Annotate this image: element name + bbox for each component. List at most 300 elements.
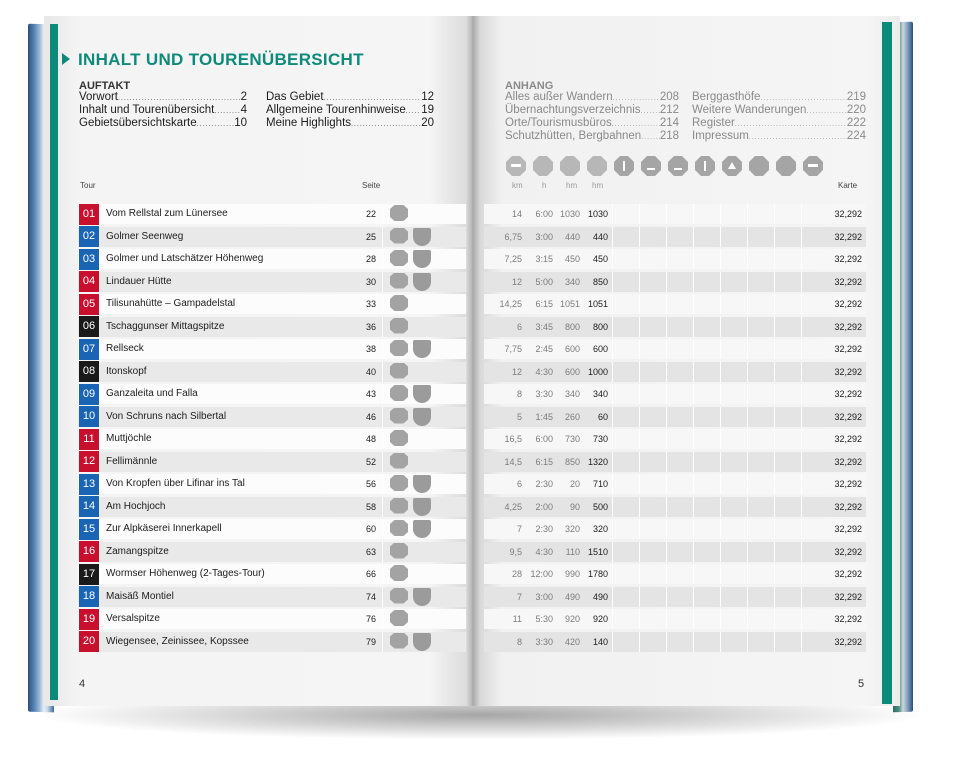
tour-ascent: 340 xyxy=(564,389,580,399)
icon-column-separator xyxy=(666,497,667,517)
shield-icon xyxy=(413,385,431,403)
icon-column-separator xyxy=(801,632,802,652)
tour-map: 32,292 xyxy=(834,321,862,332)
tour-descent: 1000 xyxy=(587,366,608,377)
difficulty-icon xyxy=(390,565,408,581)
dash-icon-mark xyxy=(674,168,682,170)
tour-km: 12 xyxy=(511,366,522,377)
tour-hours: 1:45 xyxy=(535,411,553,422)
tour-descent: 1320 xyxy=(587,456,608,467)
icon-column-separator xyxy=(693,587,694,607)
tour-number-badge: 18 xyxy=(79,586,99,607)
tour-ascent: 440 xyxy=(564,231,580,242)
difficulty-icon xyxy=(390,610,408,626)
page-number-left: 4 xyxy=(79,678,86,690)
anhang-heading: ANHANG xyxy=(505,80,554,92)
toc-entry[interactable] xyxy=(692,117,866,131)
tour-descent: 490 xyxy=(592,591,608,602)
icon-column-separator xyxy=(774,519,775,539)
tour-km: 7 xyxy=(516,591,522,602)
toc-entry-page: 224 xyxy=(846,130,866,142)
icon-column-separator xyxy=(639,452,640,472)
tour-name[interactable]: Am Hochjoch xyxy=(106,500,166,512)
header-hm-down: hm xyxy=(592,181,604,190)
column-separator xyxy=(382,317,383,337)
icon-column-separator xyxy=(774,317,775,337)
icon-column-separator xyxy=(774,272,775,292)
icon-column-separator xyxy=(693,339,694,359)
icon-column-separator xyxy=(666,362,667,382)
tour-km: 8 xyxy=(516,389,522,399)
icon-column-separator xyxy=(747,362,748,382)
tour-km: 4,25 xyxy=(504,501,522,512)
tour-name[interactable]: Golmer und Latschätzer Höhenweg xyxy=(106,253,264,264)
column-separator xyxy=(382,632,383,652)
icon-column-separator xyxy=(666,204,667,224)
toc-entry[interactable] xyxy=(79,91,247,105)
icon-column-separator xyxy=(612,384,613,404)
toc-entry[interactable] xyxy=(266,91,434,105)
tour-name[interactable]: Lindauer Hütte xyxy=(106,275,172,287)
header-tour: Tour xyxy=(80,181,96,190)
icon-column-separator xyxy=(720,452,721,472)
icon-column-separator xyxy=(720,339,721,359)
icon-column-separator xyxy=(720,384,721,404)
tour-name[interactable]: Rellseck xyxy=(106,343,144,354)
icon-column-separator xyxy=(747,452,748,472)
icon-column-separator xyxy=(612,339,613,359)
header-km: km xyxy=(512,181,523,190)
toc-dot-leader xyxy=(641,130,660,144)
tour-number-badge: 20 xyxy=(79,631,99,652)
minus-icon xyxy=(803,156,823,176)
difficulty-icon xyxy=(390,228,408,244)
teal-edge-bar-left xyxy=(50,24,58,700)
icon-column-separator xyxy=(639,249,640,269)
tour-name[interactable]: Wiegensee, Zeinissee, Kopssee xyxy=(106,635,249,647)
tour-ascent: 20 xyxy=(569,479,580,489)
icon-column-separator xyxy=(693,519,694,539)
shield-icon xyxy=(413,273,431,291)
icon-column-separator xyxy=(666,542,667,562)
icon-column-separator xyxy=(774,249,775,269)
toc-entry[interactable] xyxy=(79,104,247,118)
icon-column-separator xyxy=(612,249,613,269)
tour-hours: 6:00 xyxy=(535,434,553,444)
toc-dot-leader xyxy=(406,104,421,118)
icon-column-separator xyxy=(720,407,721,427)
tour-hours: 4:30 xyxy=(535,366,553,377)
arrow-icon-mark xyxy=(704,161,706,171)
toc-entry[interactable] xyxy=(79,117,247,131)
icon-column-separator xyxy=(612,407,613,427)
book-gutter xyxy=(466,16,480,706)
toc-entry[interactable] xyxy=(692,104,866,118)
tour-name[interactable]: Golmer Seenweg xyxy=(106,230,184,242)
tour-name[interactable]: Zamangspitze xyxy=(106,545,169,557)
difficulty-icon xyxy=(390,295,408,311)
icon-column-separator xyxy=(747,317,748,337)
toc-entry-page: 219 xyxy=(846,91,866,103)
icon-column-separator xyxy=(801,362,802,382)
toc-entry[interactable] xyxy=(505,130,679,144)
icon-column-separator xyxy=(774,294,775,314)
icon-column-separator xyxy=(666,317,667,337)
tour-map: 32,292 xyxy=(834,524,862,534)
tour-hours: 3:00 xyxy=(535,591,553,602)
tour-map: 32,292 xyxy=(834,569,862,579)
icon-column-separator xyxy=(801,429,802,449)
tour-descent: 730 xyxy=(592,434,608,444)
tour-descent: 1780 xyxy=(587,569,608,579)
icon-column-separator xyxy=(747,497,748,517)
tour-hours: 2:30 xyxy=(535,524,553,534)
toc-entry[interactable] xyxy=(692,130,866,144)
column-separator xyxy=(382,272,383,292)
tour-km: 11 xyxy=(512,614,522,624)
tour-number-badge: 12 xyxy=(79,451,99,472)
tour-ascent: 600 xyxy=(564,366,580,377)
tour-km: 5 xyxy=(516,411,522,422)
tour-ascent: 850 xyxy=(564,456,580,467)
toc-dot-leader xyxy=(351,117,421,131)
column-separator xyxy=(382,564,383,584)
icon-column-separator xyxy=(720,272,721,292)
icon-column-separator xyxy=(666,609,667,629)
icon-column-separator xyxy=(666,227,667,247)
tour-number-badge: 15 xyxy=(79,519,99,540)
column-separator xyxy=(382,294,383,314)
tour-page: 76 xyxy=(365,614,376,624)
icon-column-separator xyxy=(747,294,748,314)
icon-column-separator xyxy=(720,249,721,269)
icon-column-separator xyxy=(639,339,640,359)
tour-hours: 3:30 xyxy=(535,389,553,399)
icon-column-separator xyxy=(639,542,640,562)
icon-column-separator xyxy=(720,362,721,382)
column-separator xyxy=(382,474,383,494)
tour-km: 12 xyxy=(511,276,522,287)
icon-column-separator xyxy=(801,272,802,292)
column-separator xyxy=(382,519,383,539)
bracket-icon-mark xyxy=(623,161,625,171)
teal-edge-bar-right xyxy=(882,22,892,704)
toc-dot-leader xyxy=(324,91,422,105)
minus-icon xyxy=(506,156,526,176)
minus-icon-mark xyxy=(511,164,521,167)
tour-map: 32,292 xyxy=(834,299,862,309)
tour-km: 6 xyxy=(516,479,522,489)
tour-km: 14,25 xyxy=(499,299,522,309)
icon-column-separator xyxy=(612,564,613,584)
icon-column-separator xyxy=(774,542,775,562)
difficulty-icon xyxy=(390,588,408,604)
toc-entry[interactable] xyxy=(505,104,679,118)
icon-column-separator xyxy=(693,294,694,314)
icon-column-separator xyxy=(747,227,748,247)
column-separator xyxy=(382,362,383,382)
tour-km: 7,25 xyxy=(504,254,522,264)
toc-dot-leader xyxy=(749,130,847,144)
tour-number-badge: 09 xyxy=(79,384,99,405)
toc-entry-page: 212 xyxy=(659,104,679,116)
toc-entry-label: Orte/Tourismusbüros xyxy=(505,117,612,129)
tour-name[interactable]: Tschaggunser Mittagspitze xyxy=(106,320,225,332)
toc-entry-page: 208 xyxy=(659,91,679,103)
tour-name[interactable]: Von Kropfen über Lifinar ins Tal xyxy=(106,478,245,489)
toc-entry[interactable] xyxy=(266,117,434,131)
shield-icon xyxy=(413,520,431,538)
icon-column-separator xyxy=(639,407,640,427)
header-karte: Karte xyxy=(838,181,858,190)
icon-column-separator xyxy=(720,587,721,607)
icon-column-separator xyxy=(774,609,775,629)
icon-column-separator xyxy=(666,272,667,292)
tour-page: 66 xyxy=(365,569,376,579)
icon-column-separator xyxy=(666,339,667,359)
tour-number-badge: 04 xyxy=(79,271,99,292)
difficulty-icon xyxy=(390,475,408,491)
icon-column-separator xyxy=(666,294,667,314)
tour-descent: 1030 xyxy=(587,209,608,219)
icon-column-separator xyxy=(693,362,694,382)
tour-map: 32,292 xyxy=(834,456,862,467)
difficulty-icon xyxy=(390,633,408,649)
difficulty-icon xyxy=(390,363,408,379)
icon-column-separator xyxy=(720,564,721,584)
tour-number-badge: 19 xyxy=(79,609,99,630)
toc-entry-label: Vorwort xyxy=(79,91,118,103)
icon-column-separator xyxy=(639,204,640,224)
toc-entry[interactable] xyxy=(692,91,866,105)
tour-name[interactable]: Fellimännle xyxy=(106,455,158,467)
tour-ascent: 450 xyxy=(564,254,580,264)
column-separator xyxy=(382,497,383,517)
toc-dot-leader xyxy=(612,117,660,131)
tour-number-badge: 14 xyxy=(79,496,99,517)
icon-column-separator xyxy=(612,362,613,382)
tour-ascent: 490 xyxy=(564,591,580,602)
toc-entry-page: 214 xyxy=(659,117,679,129)
tour-name[interactable]: Itonskopf xyxy=(106,365,147,377)
triangle-mark xyxy=(728,162,736,169)
header-seite: Seite xyxy=(362,181,381,190)
icon-column-separator xyxy=(693,317,694,337)
icon-column-separator xyxy=(747,384,748,404)
icon-column-separator xyxy=(720,294,721,314)
icon-column-separator xyxy=(612,204,613,224)
icon-column-separator xyxy=(720,474,721,494)
icon-column-separator xyxy=(612,587,613,607)
icon-column-separator xyxy=(801,339,802,359)
icon-column-separator xyxy=(612,317,613,337)
icon-column-separator xyxy=(801,452,802,472)
tour-km: 6,75 xyxy=(504,231,522,242)
tour-name[interactable]: Vom Rellstal zum Lünersee xyxy=(106,208,228,219)
tour-name[interactable]: Versalspitze xyxy=(106,613,160,624)
toc-dot-leader xyxy=(214,104,240,118)
tour-hours: 6:15 xyxy=(535,456,553,467)
difficulty-icon xyxy=(390,340,408,356)
tour-page: 33 xyxy=(365,299,376,309)
icon-column-separator xyxy=(639,429,640,449)
column-separator xyxy=(382,407,383,427)
icon-column-separator xyxy=(639,362,640,382)
icon-column-separator xyxy=(612,519,613,539)
icon-column-separator xyxy=(720,542,721,562)
tour-page: 52 xyxy=(365,456,376,467)
tour-map: 32,292 xyxy=(834,434,862,444)
tour-name[interactable]: Wormser Höhenweg (2-Tages-Tour) xyxy=(106,568,265,579)
blank-icon xyxy=(560,156,580,176)
shield-icon xyxy=(413,633,431,651)
column-separator xyxy=(382,609,383,629)
arrow-icon xyxy=(695,156,715,176)
icon-column-separator xyxy=(693,249,694,269)
toc-dot-leader xyxy=(118,91,241,105)
column-separator xyxy=(382,339,383,359)
icon-column-separator xyxy=(801,317,802,337)
toc-entry-page: 19 xyxy=(421,104,434,116)
tour-ascent: 1030 xyxy=(559,209,580,219)
difficulty-icon xyxy=(390,520,408,536)
icon-column-separator xyxy=(747,542,748,562)
dash-icon xyxy=(668,156,688,176)
tour-map: 32,292 xyxy=(834,276,862,287)
tour-page: 25 xyxy=(365,231,376,242)
icon-column-separator xyxy=(774,497,775,517)
difficulty-icon xyxy=(390,430,408,446)
icon-column-separator xyxy=(693,384,694,404)
icon-column-separator xyxy=(774,452,775,472)
tour-number-badge: 16 xyxy=(79,541,99,562)
icon-column-separator xyxy=(801,542,802,562)
difficulty-icon xyxy=(390,250,408,266)
icon-column-separator xyxy=(666,407,667,427)
tour-ascent: 110 xyxy=(565,546,580,557)
icon-column-separator xyxy=(612,429,613,449)
blank-icon xyxy=(776,156,796,176)
tour-name[interactable]: Tilisunahütte – Gampadelstal xyxy=(106,298,236,309)
tour-page: 22 xyxy=(365,209,376,219)
toc-entry[interactable] xyxy=(266,104,434,118)
tour-km: 7 xyxy=(516,524,522,534)
icon-column-separator xyxy=(720,317,721,337)
icon-column-separator xyxy=(774,632,775,652)
column-separator xyxy=(382,452,383,472)
icon-column-separator xyxy=(747,429,748,449)
toc-entry-label: Inhalt und Tourenübersicht xyxy=(79,104,215,116)
toc-entry-label: Schutzhütten, Bergbahnen xyxy=(505,130,642,142)
icon-column-separator xyxy=(693,542,694,562)
icon-column-separator xyxy=(801,249,802,269)
tour-page: 60 xyxy=(365,524,376,534)
shield-icon xyxy=(413,588,431,606)
toc-dot-leader xyxy=(197,117,235,131)
header-hm-up: hm xyxy=(566,181,578,190)
toc-entry[interactable] xyxy=(505,117,679,131)
icon-column-separator xyxy=(801,609,802,629)
tour-number-badge: 07 xyxy=(79,339,99,360)
icon-column-separator xyxy=(774,564,775,584)
tour-number-badge: 11 xyxy=(79,429,99,450)
tour-descent: 850 xyxy=(592,276,608,287)
column-separator xyxy=(382,587,383,607)
blank-icon xyxy=(587,156,607,176)
icon-column-separator xyxy=(801,474,802,494)
icon-column-separator xyxy=(720,609,721,629)
icon-column-separator xyxy=(666,452,667,472)
tour-map: 32,292 xyxy=(834,344,862,354)
tour-map: 32,292 xyxy=(834,636,862,647)
tour-ascent: 730 xyxy=(564,434,580,444)
icon-column-separator xyxy=(801,519,802,539)
tour-name[interactable]: Ganzaleita und Falla xyxy=(106,388,198,399)
icon-column-separator xyxy=(693,407,694,427)
tour-page: 30 xyxy=(365,276,376,287)
icon-column-separator xyxy=(747,272,748,292)
tour-ascent: 320 xyxy=(564,524,580,534)
icon-column-separator xyxy=(693,429,694,449)
tour-page: 74 xyxy=(365,591,376,602)
icon-column-separator xyxy=(801,587,802,607)
toc-entry-label: Übernachtungsverzeichnis xyxy=(505,104,641,116)
tour-map: 32,292 xyxy=(834,411,862,422)
tour-page: 28 xyxy=(365,254,376,264)
toc-entry-label: Impressum xyxy=(692,130,749,142)
tour-page: 63 xyxy=(365,546,376,557)
icon-column-separator xyxy=(774,384,775,404)
tour-name[interactable]: Muttjöchle xyxy=(106,433,152,444)
icon-column-separator xyxy=(693,632,694,652)
tour-map: 32,292 xyxy=(834,501,862,512)
column-separator xyxy=(382,384,383,404)
tour-hours: 2:45 xyxy=(535,344,553,354)
icon-column-separator xyxy=(693,474,694,494)
icon-column-separator xyxy=(747,407,748,427)
tour-name[interactable]: Von Schruns nach Silbertal xyxy=(106,410,227,422)
shield-icon xyxy=(413,475,431,493)
toc-entry-label: Register xyxy=(692,117,735,129)
icon-column-separator xyxy=(612,632,613,652)
tour-hours: 5:30 xyxy=(535,614,553,624)
icon-column-separator xyxy=(639,474,640,494)
icon-column-separator xyxy=(801,497,802,517)
shield-icon xyxy=(413,228,431,246)
icon-column-separator xyxy=(612,542,613,562)
toc-entry[interactable] xyxy=(505,91,679,105)
icon-column-separator xyxy=(639,272,640,292)
tour-name[interactable]: Maisäß Montiel xyxy=(106,590,174,602)
tour-map: 32,292 xyxy=(834,366,862,377)
tour-page: 79 xyxy=(365,636,376,647)
icon-column-separator xyxy=(666,429,667,449)
tour-map: 32,292 xyxy=(834,614,862,624)
tour-number-badge: 17 xyxy=(79,564,99,585)
icon-column-separator xyxy=(612,452,613,472)
blank-icon xyxy=(533,156,553,176)
icon-column-separator xyxy=(720,632,721,652)
tour-name[interactable]: Zur Alpkäserei Innerkapell xyxy=(106,523,222,534)
toc-entry-page: 220 xyxy=(846,104,866,116)
tour-ascent: 420 xyxy=(564,636,580,647)
toc-entry-label: Allgemeine Tourenhinweise xyxy=(266,104,406,116)
icon-column-separator xyxy=(612,227,613,247)
icon-column-separator xyxy=(639,519,640,539)
tour-page: 46 xyxy=(365,411,376,422)
toc-entry-page: 2 xyxy=(240,91,247,103)
difficulty-icon xyxy=(390,498,408,514)
